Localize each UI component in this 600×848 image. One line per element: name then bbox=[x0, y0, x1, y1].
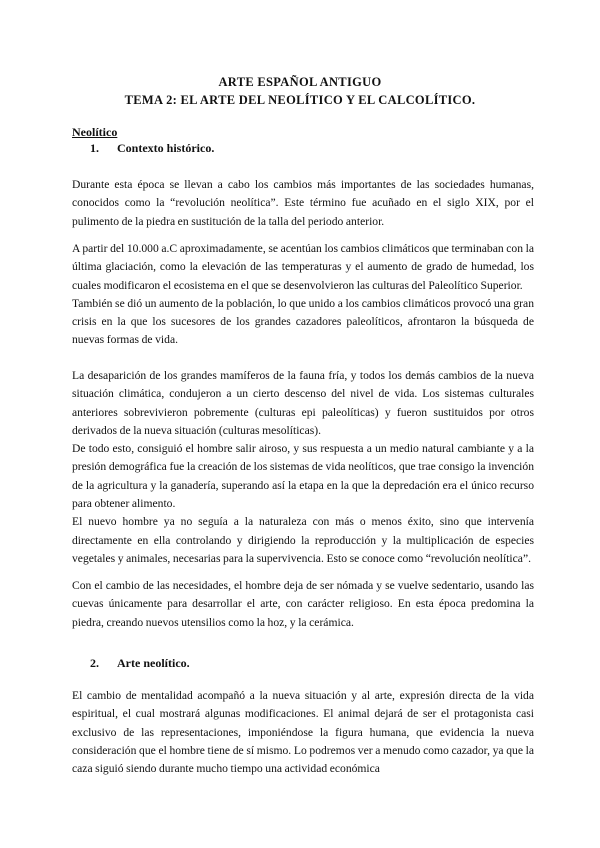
paragraph-text: Durante esta época se llevan a cabo los cambios más importantes de las sociedades humanas, conocidos como la “revolución neolítica”. Este término fue acuñado en el siglo XIX, por el pulimento de la piedra en sustitución de la talla del periodo anterior. bbox=[72, 178, 534, 228]
heading-arte-neolitico bbox=[90, 655, 190, 672]
paragraph-text: También se dió un aumento de la población, lo que unido a los cambios climáticos provocó una gran crisis en la que los sucesores de los grandes cazadores paleolíticos, afrontaron la búsqueda de nuevas formas de vida. bbox=[72, 296, 534, 347]
section-title: Neolítico bbox=[72, 125, 118, 139]
document-subtitle: TEMA 2: EL ARTE DEL NEOLÍTICO Y EL CALCOLÍTICO. bbox=[124, 93, 476, 107]
paragraph-2 bbox=[72, 240, 534, 350]
heading-number: 2. bbox=[90, 656, 99, 670]
heading-text: Contexto histórico. bbox=[117, 141, 215, 155]
paragraph-1 bbox=[72, 176, 534, 231]
paragraph-text: La desaparición de los grandes mamíferos de la fauna fría, y todos los demás cambios de la nueva situación climática, condujeron a un cierto descenso del nivel de vida. Los sistemas culturales anteriores sobrevivieron pobremente (culturas epi paleolíticas) y fueron sustituidos por otros derivados de la nueva situación (culturas mesolíticas). bbox=[72, 369, 534, 437]
paragraph-3 bbox=[72, 367, 534, 568]
paragraph-text: A partir del 10.000 a.C aproximadamente, se acentúan los cambios climáticos que terminaban con la última glaciación, como la elevación de las temperaturas y el aumento de grado de humedad, los cuales modificaron el ecosistema en el que se desenvolvieron las culturas del Paleolítico Superior. bbox=[72, 242, 534, 292]
heading-text: Arte neolítico. bbox=[117, 656, 190, 670]
paragraph-text: El cambio de mentalidad acompañó a la nueva situación y al arte, expresión directa de la vida espiritual, el cual mostrará algunas modificaciones. El animal dejará de ser el protagonista casi exclusivo de las representaciones, imponiéndose la figura humana, que evidencia la nueva consideración que el hombre tiene de sí mismo. Lo podremos ver a menudo como cazador, ya que la caza siguió siendo durante mucho tiempo una actividad económica bbox=[72, 689, 534, 776]
paragraph-4 bbox=[72, 577, 534, 632]
paragraph-text: Con el cambio de las necesidades, el hombre deja de ser nómada y se vuelve sedentario, usando las cuevas únicamente para desarrollar el arte, con carácter religioso. En esta época predomina la piedra, creando nuevos utensilios como la hoz, y la cerámica. bbox=[72, 579, 534, 629]
paragraph-5 bbox=[72, 687, 534, 778]
paragraph-text: El nuevo hombre ya no seguía a la naturaleza con más o menos éxito, sino que intervenía directamente en ella controlando y dirigiendo la reproducción y la multiplicación de especies vegetales y animales, necesarias para la supervivencia. Esto se conoce como “revolución neolítica”. bbox=[72, 515, 534, 565]
heading-contexto-historico bbox=[90, 140, 214, 157]
heading-number: 1. bbox=[90, 141, 99, 155]
paragraph-text: De todo esto, consiguió el hombre salir airoso, y sus respuesta a un medio natural cambiante y a la presión demográfica fue la creación de los sistemas de vida neolíticos, que trae consigo la invención de la agricultura y la ganadería, superando así la etapa en la que la depredación era el único recurso para obtener alimento. bbox=[72, 442, 534, 511]
document-title: ARTE ESPAÑOL ANTIGUO bbox=[218, 75, 382, 89]
